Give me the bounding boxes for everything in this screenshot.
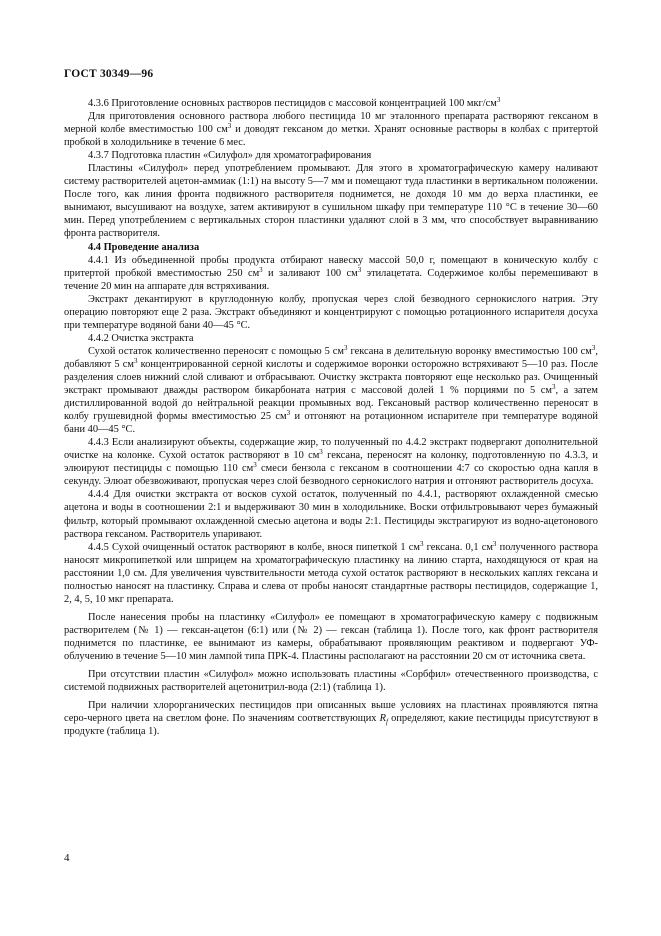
- paragraph-4-4-3: [64, 436, 598, 488]
- superscript: 3: [357, 265, 362, 274]
- text: гексана. 0,1 см: [423, 541, 493, 553]
- superscript: 3: [286, 409, 291, 418]
- paragraph-4-4-1: [64, 254, 598, 293]
- text: 4.4.5 Сухой очищенный остаток растворяют в колбе, внося пипеткой 1 см: [88, 541, 420, 553]
- paragraph-rf-values: [64, 699, 598, 738]
- text: При наличии хлорорганических пестицидов при описанных выше условиях на пластинах проявляются пятна серо-черного цвета на светлом фоне. По значениям соответствующих: [64, 700, 598, 725]
- superscript: 3: [259, 265, 263, 274]
- text: 4.3.6 Приготовление основных растворов пестицидов с массовой концентрацией 100 мкг/см: [88, 98, 497, 109]
- superscript: 3: [253, 461, 257, 470]
- text: , а затем дистиллированной водой до нейтральной реакции промывных вод. Гексановый раствор количественно переносят в колбу грушевидной формы вместимостью 25 см: [64, 385, 598, 423]
- text: Сухой остаток количественно переносят с помощью 5 см: [88, 345, 344, 357]
- text: определяют, какие пестициды присутствуют в продукте (таблица 1).: [64, 713, 598, 738]
- document-header: ГОСТ 30349—96: [64, 68, 154, 80]
- paragraph-sorbfil: При отсутствии пластин «Силуфол» можно использовать пластины «Сорбфил» отечественного производства, с системой подвижных растворителей ацетонитрил-вода (2:1) (таблица 1).: [64, 669, 598, 694]
- paragraph-4-3-6-body: [64, 110, 598, 149]
- paragraph-4-4-1-extract: Экстракт декантируют в круглодонную колбу, пропуская через слой безводного сернокислого натрия. Эту операцию повторяют еще 2 раза. Экстракт объединяют и концентрируют с помощью ротационного испарителя досуха при температуре водяной бани 40—45 °С.: [64, 293, 598, 331]
- text: концентрированной серной кислоты и содержимое воронки осторожно встряхивают 5—10 раз. После разделения слоев нижний слой сливают и отбрасывают. Очистку экстракта повторяют еще несколько раз. Очищенный экстракт промывают дважды раствором бикарбоната натрия с массовой долей 1 % порциями по 5 см: [64, 358, 599, 397]
- text: и отгоняют на ротационном испарителе при температуре водяной бани 40—45 °С.: [64, 411, 598, 436]
- section-4-4-title: 4.4 Проведение анализа: [88, 241, 200, 253]
- paragraph-4-4-2-body: [64, 345, 598, 436]
- text: полученного раствора наносят микропипеткой или шприцем на хроматографическую пластинку на линию старта, находящуюся от края на расстоянии 1,0 см. Для увеличения чувствительности метода сухой остаток растворяют в нескольких каплях гексана и полностью наносят на пластинку. Справа и слева от пробы наносят стандартные растворы пестицидов, содержащие 1, 2, 4, 5, 10 мкг препарата.: [64, 541, 598, 605]
- superscript: 3: [344, 343, 348, 352]
- paragraph-4-4-2-title: 4.4.2 Очистка экстракта: [88, 332, 194, 344]
- superscript: 3: [419, 539, 424, 548]
- superscript: 3: [492, 539, 497, 548]
- text: 4.4.3 Если анализируют объекты, содержащие жир, то полученный по 4.4.2 экстракт подвергают дополнительной очистке на колонке. Сухой остаток растворяют в 10 см: [64, 437, 598, 462]
- paragraph-4-3-6-title: [64, 97, 598, 110]
- superscript: 3: [552, 383, 556, 392]
- paragraph-4-4-4: 4.4.4 Для очистки экстракта от восков сухой остаток, полученный по 4.4.1, растворяют охлажденной смесью ацетона и воды в соотношении 2:1 и выдерживают 30 мин в холодильнике. Воски отфильтровывают через бумажный фильтр, который промывают охлажденной смесью ацетона и воды 2:1. Пестициды экстрагируют из водно-ацетонового раствора гексаном. Растворитель упаривают.: [64, 489, 598, 540]
- paragraph-4-3-7-title: 4.3.7 Подготовка пластин «Силуфол» для хроматографирования: [88, 150, 372, 162]
- rf-symbol: R: [379, 713, 387, 725]
- paragraph-silufol: После нанесения пробы на пластинку «Силуфол» ее помещают в хроматографическую камеру с подвижным растворителем (№ 1) — гексан-ацетон (6:1) или (№ 2) — гексан (таблица 1). После того, как фронт растворителя поднимется по пластинке, ее вынимают из камеры, обрабатывают проявляющим реактивом и подвергают УФ-облучению в течение 5—10 мин лампой типа ПРК-4. Пластины располагают на расстоянии 20 см от источника света.: [64, 611, 598, 662]
- text: 4.4.1 Из объединенной пробы продукта отбирают навеску массой 50,0 г, помещают в коническую колбу с притертой пробкой вместимостью 250 см: [64, 254, 598, 279]
- superscript: 3: [591, 343, 596, 352]
- text: гексана, переносят на колонку, подготовленную по 4.3.3, и элюируют пестициды с помощью 110 см: [64, 450, 598, 475]
- text: смеси бензола с гексаном в соотношении 4:7 со скоростью одна капля в секунду. Элюат обезвоживают, пропуская через слой безводного сернокислого натрия и отгоняют растворитель досуха.: [64, 463, 598, 488]
- text: и заливают 100 см: [262, 267, 358, 279]
- document-body: [64, 97, 598, 738]
- text: этилацетата. Содержимое колбы перемешивают в течение 20 мин на аппарате для встряхивания.: [64, 267, 599, 292]
- page-number: 4: [64, 852, 70, 864]
- text: гексана в делительную воронку вместимостью 100 см: [347, 345, 592, 357]
- subscript: f: [386, 718, 388, 727]
- text: , добавляют 5 см: [64, 345, 598, 370]
- paragraph-4-3-7-body: Пластины «Силуфол» перед употреблением промывают. Для этого в хроматографическую камеру наливают систему растворителей ацетон-аммиак (1:1) на высоту 5—7 мм и помещают туда пластинки в вертикальном положении. После того, как линия фронта подвижного растворителя поднимется, не доходя 10 мм до верха пластинки, ее вынимают, высушивают на воздухе, затем активируют в сушильном шкафу при температуре 110 °С в течение 30—60 мин. Перед употреблением с вертикальных сторон пластинки удаляют слой в 3 мм, что способствует выравниванию фронта растворителя.: [64, 163, 598, 240]
- superscript: 3: [319, 448, 323, 457]
- text: и доводят гексаном до метки. Хранят основные растворы в колбах с притертой пробкой в холодильнике в течение 6 мес.: [64, 124, 598, 149]
- superscript: 3: [496, 96, 501, 104]
- text: Для приготовления основного раствора любого пестицида 10 мг эталонного препарата растворяют гексаном в мерной колбе вместимостью 100 см: [64, 111, 598, 136]
- paragraph-4-4-5: [64, 541, 598, 606]
- superscript: 3: [133, 356, 138, 365]
- superscript: 3: [227, 122, 232, 131]
